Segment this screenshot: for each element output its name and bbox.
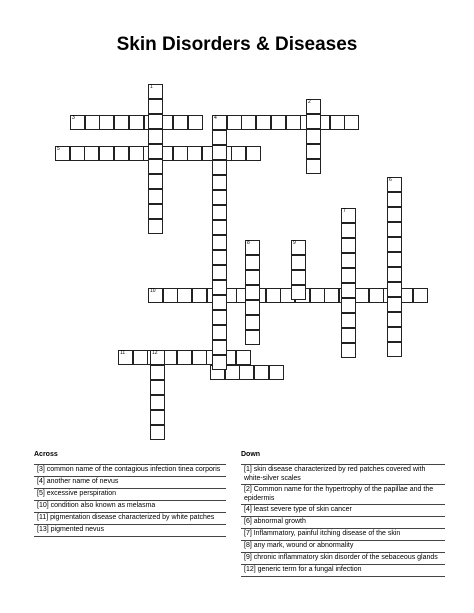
crossword-cell[interactable]	[330, 115, 345, 130]
crossword-cell[interactable]	[212, 340, 227, 355]
clue-down-0	[241, 466, 445, 483]
crossword-cell[interactable]	[148, 99, 163, 114]
crossword-cell[interactable]	[148, 144, 163, 159]
crossword-cell[interactable]	[387, 192, 402, 207]
crossword-cell[interactable]	[114, 115, 129, 130]
clue-text: common name of the contagious infection tinea corporis	[44, 466, 221, 473]
crossword-cell[interactable]	[150, 350, 165, 365]
clue-label: [2]	[244, 486, 252, 493]
crossword-cell[interactable]	[85, 115, 100, 130]
crossword-cell[interactable]	[133, 350, 148, 365]
clue-text: another name of nevus	[44, 478, 119, 485]
crossword-cell[interactable]	[306, 159, 321, 174]
clue-down-4	[241, 530, 445, 539]
crossword-cell[interactable]	[148, 174, 163, 189]
clue-text: generic term for a fungal infection	[255, 566, 362, 573]
clue-down-5	[241, 542, 445, 551]
crossword-cell[interactable]	[148, 204, 163, 219]
crossword-cell[interactable]	[341, 253, 356, 268]
crossword-cell[interactable]	[306, 129, 321, 144]
crossword-cell[interactable]	[212, 130, 227, 145]
crossword-cell[interactable]	[236, 350, 251, 365]
crossword-cell[interactable]	[271, 115, 286, 130]
crossword-cell[interactable]	[212, 160, 227, 175]
clue-number: 2	[308, 99, 311, 105]
clue-number: 4	[214, 115, 217, 121]
crossword-cell[interactable]	[387, 177, 402, 192]
crossword-cell[interactable]	[212, 115, 227, 130]
crossword-cell[interactable]	[413, 288, 428, 303]
crossword-cell[interactable]	[148, 189, 163, 204]
crossword-cell[interactable]	[369, 288, 384, 303]
clue-down-7	[241, 566, 445, 575]
crossword-cell[interactable]	[245, 285, 260, 300]
crossword-cell[interactable]	[99, 115, 114, 130]
crossword-cell[interactable]	[187, 146, 202, 161]
clue-label: [1]	[244, 466, 252, 473]
crossword-cell[interactable]	[241, 115, 256, 130]
clue-label: [3]	[37, 466, 45, 473]
crossword-cell[interactable]	[239, 365, 254, 380]
clue-label: [4]	[244, 506, 252, 513]
crossword-cell[interactable]	[150, 410, 165, 425]
crossword-cell[interactable]	[306, 144, 321, 159]
clue-text: any mark, wound or abnormality	[251, 542, 354, 549]
crossword-cell[interactable]	[177, 288, 192, 303]
crossword-cell[interactable]	[286, 115, 301, 130]
clue-text: abnormal growth	[251, 518, 306, 525]
across-heading: Across	[34, 451, 58, 458]
clue-divider	[34, 464, 226, 465]
clue-divider	[241, 576, 445, 577]
crossword-cell[interactable]	[227, 115, 242, 130]
clue-text: excessive perspiration	[44, 490, 116, 497]
clue-number: 7	[343, 208, 346, 214]
crossword-cell[interactable]	[269, 365, 284, 380]
clue-text: Common name for the hypertrophy of the papillae and the epidermis	[244, 486, 434, 502]
clue-divider	[34, 524, 226, 525]
crossword-cell[interactable]	[387, 297, 402, 312]
crossword-cell[interactable]	[245, 240, 260, 255]
clue-divider	[241, 552, 445, 553]
crossword-cell[interactable]	[177, 350, 192, 365]
clue-number: 6	[389, 177, 392, 183]
crossword-cell[interactable]	[173, 146, 188, 161]
crossword-cell[interactable]	[254, 365, 269, 380]
crossword-cell[interactable]	[173, 115, 188, 130]
clue-text: pigmented nevus	[48, 526, 104, 533]
crossword-cell[interactable]	[212, 235, 227, 250]
crossword-cell[interactable]	[212, 220, 227, 235]
crossword-cell[interactable]	[341, 313, 356, 328]
crossword-cell[interactable]	[387, 222, 402, 237]
crossword-cell[interactable]	[212, 325, 227, 340]
down-heading: Down	[241, 451, 261, 458]
clue-number: 5	[57, 146, 60, 152]
crossword-cell[interactable]	[212, 310, 227, 325]
clue-text: pigmentation disease characterized by white patches	[48, 514, 215, 521]
clue-label: [5]	[37, 490, 45, 497]
crossword-cell[interactable]	[341, 238, 356, 253]
crossword-cell[interactable]	[212, 295, 227, 310]
crossword-cell[interactable]	[387, 312, 402, 327]
crossword-cell[interactable]	[245, 330, 260, 345]
crossword-cell[interactable]	[306, 114, 321, 129]
clue-divider	[241, 516, 445, 517]
clue-divider	[34, 536, 226, 537]
crossword-cell[interactable]	[212, 205, 227, 220]
clue-number: 1	[150, 84, 153, 90]
clue-divider	[34, 476, 226, 477]
clue-label: [8]	[244, 542, 252, 549]
crossword-cell[interactable]	[291, 240, 306, 255]
crossword-cell[interactable]	[387, 267, 402, 282]
crossword-cell[interactable]	[266, 288, 281, 303]
clue-text: skin disease characterized by red patches covered with white-silver scales	[244, 466, 426, 482]
clue-divider	[241, 528, 445, 529]
clue-divider	[241, 464, 445, 465]
crossword-cell[interactable]	[231, 146, 246, 161]
crossword-cell[interactable]	[99, 146, 114, 161]
crossword-cell[interactable]	[387, 282, 402, 297]
clue-number: 9	[293, 240, 296, 246]
clue-down-6	[241, 554, 445, 563]
crossword-cell[interactable]	[291, 255, 306, 270]
crossword-cell[interactable]	[341, 298, 356, 313]
crossword-cell[interactable]	[341, 268, 356, 283]
crossword-cell[interactable]	[212, 250, 227, 265]
crossword-cell[interactable]	[246, 146, 261, 161]
crossword-cell[interactable]	[163, 288, 178, 303]
crossword-cell[interactable]	[192, 288, 207, 303]
clue-across-0	[34, 466, 226, 475]
clue-text: least severe type of skin cancer	[251, 506, 352, 513]
crossword-cell[interactable]	[212, 265, 227, 280]
crossword-cell[interactable]	[387, 252, 402, 267]
clue-divider	[34, 512, 226, 513]
crossword-cell[interactable]	[212, 175, 227, 190]
crossword-cell[interactable]	[341, 223, 356, 238]
clue-number: 8	[247, 240, 250, 246]
crossword-cell[interactable]	[150, 395, 165, 410]
crossword-cell[interactable]	[387, 327, 402, 342]
clue-label: [9]	[244, 554, 252, 561]
clue-number: 11	[120, 350, 126, 356]
crossword-cell[interactable]	[354, 288, 369, 303]
crossword-cell[interactable]	[150, 425, 165, 440]
crossword-cell[interactable]	[212, 355, 227, 370]
crossword-cell[interactable]	[129, 146, 144, 161]
crossword-cell[interactable]	[148, 84, 163, 99]
clue-across-1	[34, 478, 226, 487]
clue-across-3	[34, 502, 226, 511]
crossword-cell[interactable]	[114, 146, 129, 161]
crossword-cell[interactable]	[341, 328, 356, 343]
crossword-cell[interactable]	[387, 207, 402, 222]
crossword-cell[interactable]	[245, 270, 260, 285]
crossword-cell[interactable]	[324, 288, 339, 303]
crossword-cell[interactable]	[341, 208, 356, 223]
crossword-cell[interactable]	[148, 219, 163, 234]
clue-down-1	[241, 486, 445, 503]
clue-divider	[34, 500, 226, 501]
crossword-cell[interactable]	[387, 237, 402, 252]
crossword-cell[interactable]	[310, 288, 325, 303]
crossword-cell[interactable]	[291, 270, 306, 285]
crossword-cell[interactable]	[118, 350, 133, 365]
clue-label: [6]	[244, 518, 252, 525]
page-title: Skin Disorders & Diseases	[116, 34, 358, 55]
clue-label: [11]	[37, 514, 49, 521]
crossword-cell[interactable]	[341, 283, 356, 298]
clue-text: condition also known as melasma	[48, 502, 156, 509]
clue-number: 10	[150, 288, 156, 294]
clue-across-2	[34, 490, 226, 499]
crossword-cell[interactable]	[245, 255, 260, 270]
crossword-cell[interactable]	[387, 342, 402, 357]
crossword-cell[interactable]	[212, 280, 227, 295]
crossword-cell[interactable]	[344, 115, 359, 130]
clue-label: [10]	[37, 502, 49, 509]
clue-label: [4]	[37, 478, 45, 485]
clue-label: [7]	[244, 530, 252, 537]
crossword-cell[interactable]	[245, 300, 260, 315]
crossword-cell[interactable]	[341, 343, 356, 358]
clue-text: chronic inflammatory skin disorder of the sebaceous glands	[251, 554, 438, 561]
clue-divider	[241, 564, 445, 565]
crossword-cell[interactable]	[148, 114, 163, 129]
crossword-cell[interactable]	[245, 315, 260, 330]
clue-number: 12	[152, 350, 158, 356]
crossword-cell[interactable]	[150, 380, 165, 395]
clue-number: 3	[72, 115, 75, 121]
clue-across-5	[34, 526, 226, 535]
clue-text: Inflammatory, painful itching disease of the skin	[251, 530, 401, 537]
crossword-cell[interactable]	[70, 146, 85, 161]
crossword-cell[interactable]	[212, 145, 227, 160]
clue-down-3	[241, 518, 445, 527]
crossword-cell[interactable]	[148, 159, 163, 174]
crossword-cell[interactable]	[84, 146, 99, 161]
clue-divider	[34, 488, 226, 489]
crossword-cell[interactable]	[150, 365, 165, 380]
crossword-cell[interactable]	[148, 288, 163, 303]
crossword-cell[interactable]	[291, 285, 306, 300]
crossword-cell[interactable]	[55, 146, 70, 161]
crossword-cell[interactable]	[148, 129, 163, 144]
clue-label: [13]	[37, 526, 49, 533]
clue-label: [12]	[244, 566, 256, 573]
crossword-cell[interactable]	[212, 190, 227, 205]
crossword-cell[interactable]	[129, 115, 144, 130]
clue-divider	[241, 484, 445, 485]
crossword-cell[interactable]	[188, 115, 203, 130]
clue-divider	[241, 504, 445, 505]
crossword-cell[interactable]	[192, 350, 207, 365]
clue-across-4	[34, 514, 226, 523]
clue-down-2	[241, 506, 445, 515]
crossword-cell[interactable]	[256, 115, 271, 130]
clue-divider	[241, 540, 445, 541]
crossword-cell[interactable]	[70, 115, 85, 130]
crossword-cell[interactable]	[306, 99, 321, 114]
